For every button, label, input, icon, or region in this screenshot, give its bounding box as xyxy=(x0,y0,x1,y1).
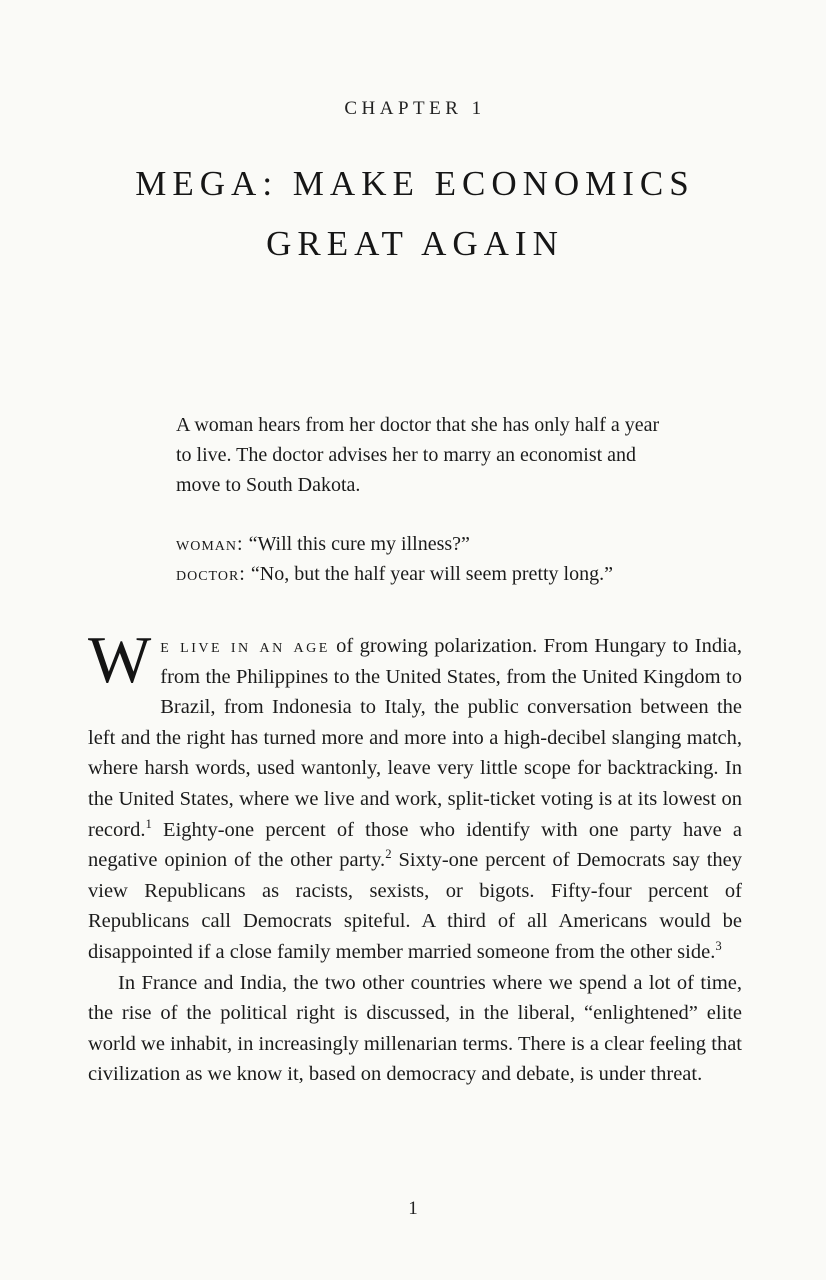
speaker-label-doctor: doctor: xyxy=(176,563,246,585)
paragraph-1-segment-2: Eighty-one percent of those who identify with one party have a negative opinion of the other party. xyxy=(88,818,742,872)
epigraph-dialogue xyxy=(176,529,662,589)
opening-smallcaps: e live in an age xyxy=(160,635,330,657)
footnote-ref-2: 2 xyxy=(385,847,392,862)
paragraph-2: In France and India, the two other countries where we spend a lot of time, the rise of the political right is discussed, in the liberal, “enlightened” elite world we inhabit, in increasingly millenarian terms. There is a clear feeling that civilization as we know it, based on democracy and debate, is under threat. xyxy=(88,971,742,1086)
dialogue-line-doctor xyxy=(176,559,662,589)
page-number: 1 xyxy=(408,1198,418,1219)
chapter-title-line-1: MEGA: MAKE ECONOMICS xyxy=(135,164,695,203)
dropcap-letter: W xyxy=(88,623,152,697)
dialogue-line-woman xyxy=(176,529,662,559)
epigraph xyxy=(176,410,662,589)
paragraph-1-segment-1: of growing polarization. From Hungary to India, from the Philippines to the United States, from the United Kingdom to Brazil, from Indonesia to Italy, the public conversation between the left and the right has turned more and more into a high-decibel slanging match, where harsh words, used wantonly, leave very little scope for backtracking. In the United States, where we live and work, split-ticket voting is at its lowest on record. xyxy=(88,635,743,841)
paragraph-1 xyxy=(88,623,743,968)
footnote-ref-1: 1 xyxy=(145,816,152,831)
dialogue-text-woman: “Will this cure my illness?” xyxy=(248,533,470,555)
speaker-label-woman: woman: xyxy=(176,533,244,555)
chapter-title xyxy=(88,154,742,274)
paragraph-1-segment-3: Sixty-one percent of Democrats say they view Republicans as racists, sexists, or bigots. Fifty-four percent of Republicans call Democrats spiteful. A third of all Americans would be disappointed if a close family member married someone from the other side. xyxy=(88,849,743,963)
footnote-ref-3: 3 xyxy=(715,939,722,954)
chapter-label: CHAPTER 1 xyxy=(344,98,486,119)
body-text xyxy=(88,623,743,1090)
chapter-title-line-2: GREAT AGAIN xyxy=(266,224,564,263)
dialogue-text-doctor: “No, but the half year will seem pretty long.” xyxy=(250,563,613,585)
epigraph-text: A woman hears from her doctor that she has only half a year to live. The doctor advises her to marry an economist and move to South Dakota. xyxy=(176,414,660,496)
